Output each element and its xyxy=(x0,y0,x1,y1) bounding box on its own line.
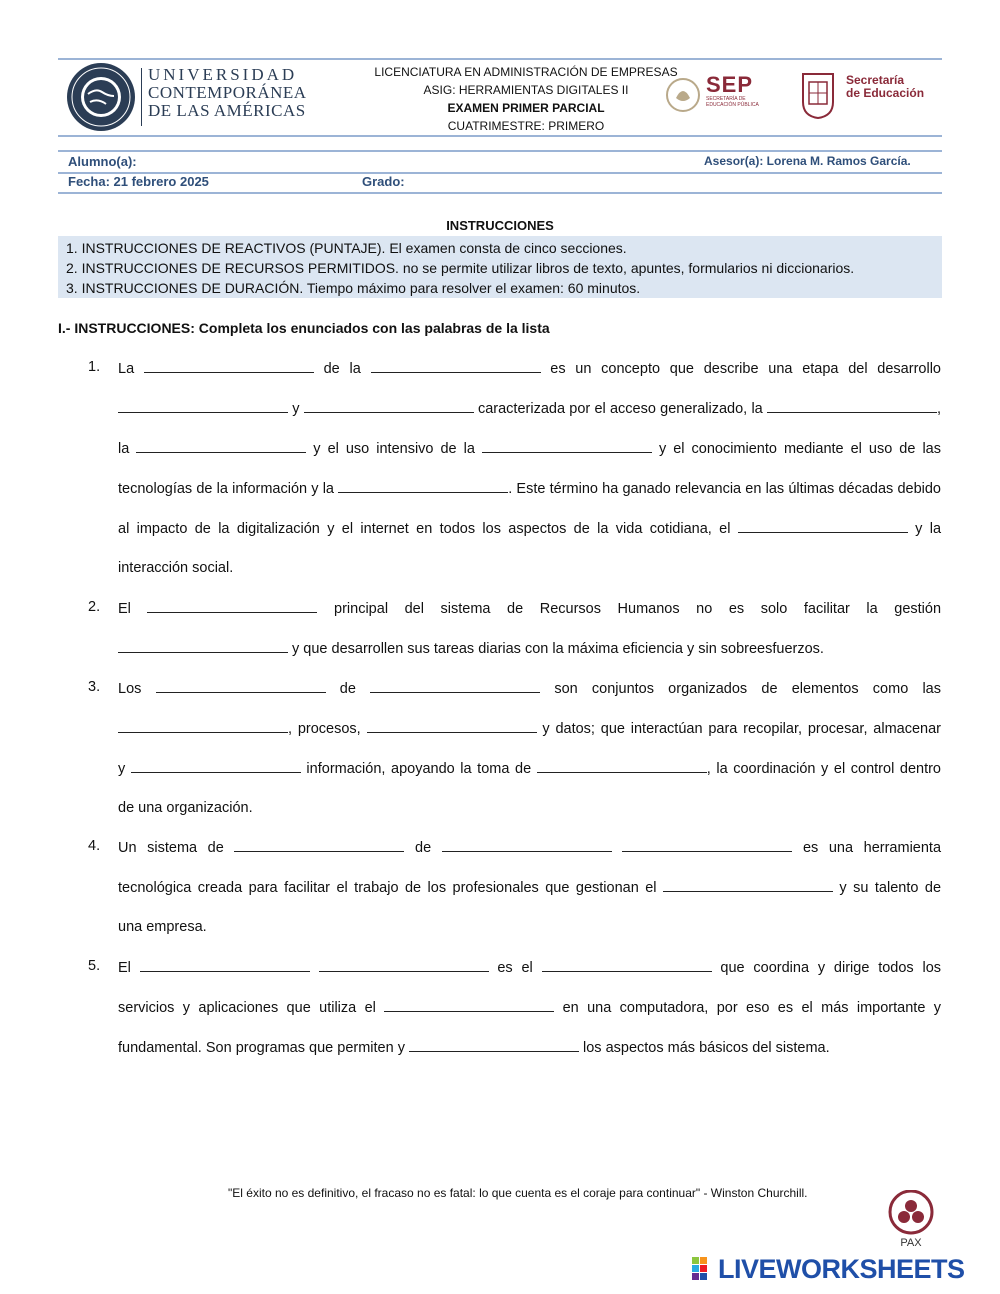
university-name-line3: DE LAS AMÉRICAS xyxy=(148,101,306,120)
question-text: que coordina y dirige todos los xyxy=(711,960,942,976)
answer-blank[interactable] xyxy=(367,719,537,733)
answer-blank[interactable] xyxy=(542,958,712,972)
secretaria-logo xyxy=(846,74,924,100)
question-text: información, apoyando la toma de xyxy=(300,761,537,777)
question-line xyxy=(118,559,941,577)
term-name: CUATRIMESTRE: PRIMERO xyxy=(447,119,605,133)
question-text: una empresa. xyxy=(118,919,207,935)
university-seal-icon xyxy=(66,62,136,132)
question-line xyxy=(118,519,941,538)
liveworksheets-brand[interactable] xyxy=(692,1254,992,1284)
liveworksheets-wordmark: LIVEWORKSHEETS xyxy=(718,1254,965,1284)
question-text: y que desarrollen sus tareas diarias con la máxima eficiencia y sin sobreesfuerzos. xyxy=(288,641,824,657)
question-line xyxy=(118,1038,941,1057)
answer-blank[interactable] xyxy=(738,519,908,533)
question-text: los aspectos más básicos del sistema. xyxy=(578,1040,830,1056)
question-text: en una computadora, por eso es el más importante y xyxy=(554,1000,942,1016)
question-text: son conjuntos organizados de elementos como las xyxy=(540,681,941,697)
question-line xyxy=(118,719,941,738)
instruction-item: 2. INSTRUCCIONES DE RECURSOS PERMITIDOS. no se permite utilizar libros de texto, apuntes, formularios ni diccionarios. xyxy=(66,260,855,276)
question-text: tecnológica creada para facilitar el trabajo de los profesionales que gestionan el xyxy=(118,880,663,896)
question-line xyxy=(118,918,941,936)
question-number: 1. xyxy=(88,359,101,375)
answer-blank[interactable] xyxy=(537,759,707,773)
question-text: , procesos, xyxy=(288,721,367,737)
question-text: y el uso intensivo de la xyxy=(306,441,482,457)
answer-blank[interactable] xyxy=(156,679,326,693)
exam-name: EXAMEN PRIMER PARCIAL xyxy=(447,101,605,115)
pax-text: PAX xyxy=(900,1237,922,1249)
logo-divider xyxy=(141,68,142,126)
answer-blank[interactable] xyxy=(118,719,288,733)
university-name xyxy=(148,66,307,120)
question-line xyxy=(118,479,941,498)
question-line xyxy=(118,759,941,778)
instructions-title: INSTRUCCIONES xyxy=(446,218,554,233)
question-text: y el conocimiento mediante el uso de las xyxy=(651,441,941,457)
question-line xyxy=(118,799,941,817)
student-row xyxy=(58,150,942,174)
answer-blank[interactable] xyxy=(622,838,792,852)
answer-blank[interactable] xyxy=(663,878,833,892)
question-text: es un concepto que describe una etapa del desarrollo xyxy=(540,361,941,377)
date-row xyxy=(58,172,942,194)
question-text: El xyxy=(118,601,148,617)
alumno-field[interactable]: Alumno(a): xyxy=(68,154,137,169)
answer-blank[interactable] xyxy=(409,1038,579,1052)
question-text: , la coordinación y el control dentro xyxy=(706,761,941,777)
question-text: , xyxy=(936,401,942,417)
answer-blank[interactable] xyxy=(319,958,489,972)
question-line xyxy=(118,439,941,458)
answer-blank[interactable] xyxy=(144,359,314,373)
question-text: El xyxy=(118,960,140,976)
answer-blank[interactable] xyxy=(370,679,540,693)
question-line xyxy=(118,599,941,618)
answer-blank[interactable] xyxy=(140,958,310,972)
question-line xyxy=(118,639,941,658)
question-text: servicios y aplicaciones que utiliza el xyxy=(118,1000,385,1016)
secretaria-line1: Secretaría xyxy=(846,73,905,87)
question-text: es una herramienta xyxy=(792,840,942,856)
question-text: caracterizada por el acceso generalizado, la xyxy=(473,401,767,417)
question-text: principal del sistema de Recursos Humanos no es solo facilitar la gestión xyxy=(317,601,942,617)
answer-blank[interactable] xyxy=(118,639,288,653)
answer-blank[interactable] xyxy=(147,599,317,613)
sep-logo xyxy=(706,74,766,108)
question-line xyxy=(118,838,941,857)
question-line xyxy=(118,679,941,698)
question-text xyxy=(310,960,319,976)
instructions-box xyxy=(58,236,942,298)
answer-blank[interactable] xyxy=(136,439,306,453)
question-number: 2. xyxy=(88,599,101,615)
fecha-label: Fecha: 21 febrero 2025 xyxy=(68,174,209,189)
answer-blank[interactable] xyxy=(234,838,404,852)
answer-blank[interactable] xyxy=(338,479,508,493)
secretaria-line2: de Educación xyxy=(846,86,925,100)
question-text: La xyxy=(118,361,144,377)
question-text: y xyxy=(288,401,304,417)
liveworksheets-icon xyxy=(692,1257,716,1281)
section-title: I.- INSTRUCCIONES: Completa los enunciados con las palabras de la lista xyxy=(58,320,550,336)
instruction-item: 3. INSTRUCCIONES DE DURACIÓN. Tiempo máximo para resolver el examen: 60 minutos. xyxy=(66,280,641,296)
subject-name: ASIG: HERRAMIENTAS DIGITALES II xyxy=(423,83,629,97)
answer-blank[interactable] xyxy=(304,399,474,413)
question-text: es el xyxy=(488,960,542,976)
question-text: la xyxy=(118,441,137,457)
question-line xyxy=(118,399,941,418)
question-text: de xyxy=(404,840,442,856)
answer-blank[interactable] xyxy=(767,399,937,413)
university-name-line2: CONTEMPORÁNEA xyxy=(148,83,307,102)
footer-quote: "El éxito no es definitivo, el fracaso no es fatal: lo que cuenta es el coraje para continuar" - Winston Churchill. xyxy=(228,1186,808,1200)
answer-blank[interactable] xyxy=(482,439,652,453)
university-name-line1: UNIVERSIDAD xyxy=(148,65,298,84)
question-text: al impacto de la digitalización y el internet en todos los aspectos de la vida cotidiana, el xyxy=(118,521,738,537)
answer-blank[interactable] xyxy=(118,399,288,413)
question-text: de xyxy=(325,681,371,697)
question-text: de la xyxy=(313,361,371,377)
question-line xyxy=(118,359,941,378)
answer-blank[interactable] xyxy=(442,838,612,852)
question-text: y datos; que interactúan para recopilar, procesar, almacenar xyxy=(536,721,941,737)
mexico-coat-of-arms-icon xyxy=(666,76,700,114)
exam-info xyxy=(358,63,694,135)
program-name: LICENCIATURA EN ADMINISTRACIÓN DE EMPRESAS xyxy=(374,65,678,79)
question-text xyxy=(612,840,623,856)
question-line xyxy=(118,998,941,1017)
question-text: fundamental. Son programas que permiten y xyxy=(118,1040,409,1056)
answer-blank[interactable] xyxy=(371,359,541,373)
question-text: de una organización. xyxy=(118,800,253,816)
pax-logo-icon xyxy=(888,1190,934,1250)
instruction-item: 1. INSTRUCCIONES DE REACTIVOS (PUNTAJE). El examen consta de cinco secciones. xyxy=(66,240,627,256)
question-line xyxy=(118,958,941,977)
question-text: tecnologías de la información y la xyxy=(118,481,339,497)
asesor-label: Asesor(a): Lorena M. Ramos García. xyxy=(704,154,911,168)
question-text: Un sistema de xyxy=(118,840,235,856)
question-text: . Este término ha ganado relevancia en las últimas décadas debido xyxy=(508,481,941,497)
answer-blank[interactable] xyxy=(131,759,301,773)
question-text: y su talento de xyxy=(832,880,942,896)
sep-logo-subtitle: SECRETARÍA DE EDUCACIÓN PÚBLICA xyxy=(706,96,759,108)
question-number: 5. xyxy=(88,958,101,974)
state-shield-icon xyxy=(800,70,836,120)
question-text: y xyxy=(118,761,131,777)
question-number: 3. xyxy=(88,679,101,695)
question-line xyxy=(118,878,941,897)
grado-field[interactable]: Grado: xyxy=(362,174,405,189)
answer-blank[interactable] xyxy=(384,998,554,1012)
question-text: Los xyxy=(118,681,156,697)
question-text: y la xyxy=(907,521,942,537)
exam-header xyxy=(58,58,942,137)
question-number: 4. xyxy=(88,838,101,854)
question-text: interacción social. xyxy=(118,560,234,576)
sep-logo-text: SEP xyxy=(706,72,754,97)
